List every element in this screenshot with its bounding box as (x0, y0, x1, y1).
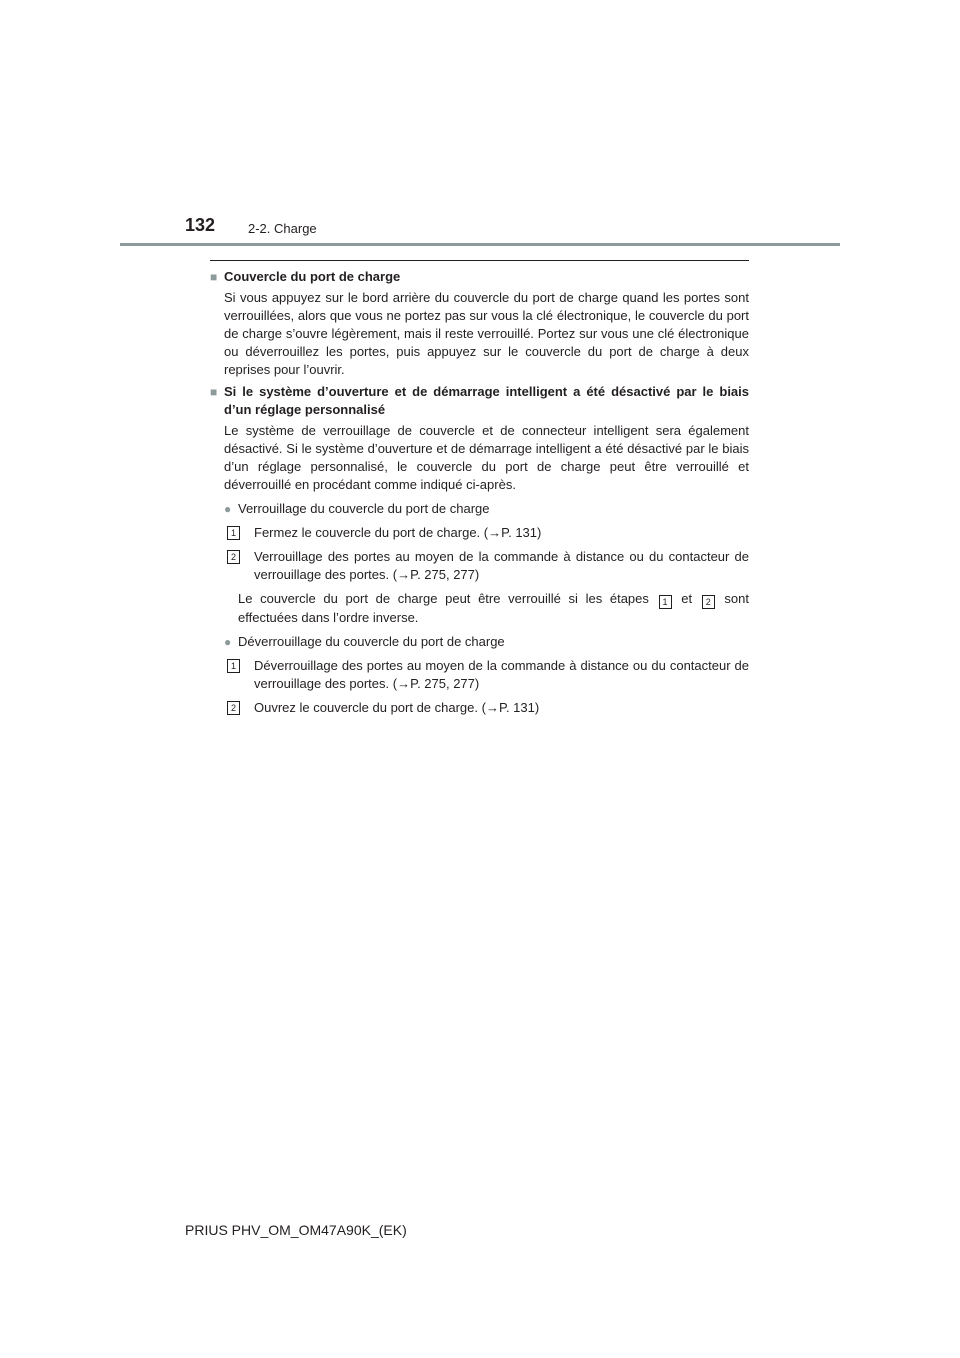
note-text-part2: et (681, 591, 693, 606)
lock-note (238, 590, 749, 627)
step-number-box: 2 (227, 701, 240, 715)
unlock-step-2 (227, 699, 749, 717)
note-text-part1: Le couvercle du port de charge peut être verrouillé si les étapes (238, 591, 649, 606)
section-label: 2-2. Charge (248, 221, 317, 236)
step-number-box: 1 (227, 659, 240, 673)
step-number-box: 1 (227, 526, 240, 540)
unlock-section-title (224, 633, 749, 651)
paragraph: Le système de verrouillage de couvercle et de connecteur intelligent sera également désactivé. Si le système d’ouverture et de démarrage intelligent a été désactivé par le biais d’un réglage personnalisé, le couvercle du port de charge peut être verrouillé et déverrouillé en procédant comme indiqué ci-après. (224, 423, 749, 492)
content-area (210, 268, 749, 717)
step-text: Ouvrez le couvercle du port de charge. (→P. 131) (254, 700, 540, 715)
square-bullet-icon: ■ (210, 270, 218, 284)
block-smart-system-disabled (210, 383, 749, 494)
content-rule (210, 260, 749, 261)
inline-step-box: 1 (659, 595, 672, 609)
lock-step-2 (227, 548, 749, 584)
bullet-text: Verrouillage du couvercle du port de charge (238, 501, 490, 516)
heading-text: Couvercle du port de charge (224, 269, 401, 284)
block-charge-port-lid (210, 268, 749, 379)
heading-smart-system-disabled (210, 383, 749, 419)
page-number: 132 (185, 215, 216, 235)
step-text: Déverrouillage des portes au moyen de la commande à distance ou du contacteur de verrouillage des portes. (→P. 275, 277) (254, 658, 749, 691)
square-bullet-icon: ■ (210, 385, 218, 399)
paragraph: Si vous appuyez sur le bord arrière du couvercle du port de charge quand les portes sont verrouillées, alors que vous ne portez pas sur vous la clé électronique, le couvercle du port de charge s’ouvre légèrement, mais il reste verrouillé. Portez sur vous une clé électronique ou déverrouillez les portes, puis appuyez sur le couvercle du port de charge à deux reprises pour l’ouvrir. (224, 290, 749, 377)
circle-bullet-icon: ● (224, 502, 232, 516)
note-text-part3: sont effectuées dans l’ordre inverse. (238, 591, 749, 625)
inline-step-box: 2 (702, 595, 715, 609)
footer-doc-id: PRIUS PHV_OM_OM47A90K_(EK) (185, 1222, 407, 1238)
heading-charge-port-lid (210, 268, 749, 286)
header-rule (120, 243, 840, 246)
circle-bullet-icon: ● (224, 635, 232, 649)
bullet-text: Déverrouillage du couvercle du port de charge (238, 634, 505, 649)
step-text: Fermez le couvercle du port de charge. (→P. 131) (254, 525, 542, 540)
unlock-step-1 (227, 657, 749, 693)
step-text: Verrouillage des portes au moyen de la commande à distance ou du contacteur de verrouillage des portes. (→P. 275, 277) (254, 549, 749, 582)
heading-text: Si le système d’ouverture et de démarrage intelligent a été désactivé par le biais d’un réglage personnalisé (224, 384, 749, 417)
lock-step-1 (227, 524, 749, 542)
lock-section-title (224, 500, 749, 518)
step-number-box: 2 (227, 550, 240, 564)
